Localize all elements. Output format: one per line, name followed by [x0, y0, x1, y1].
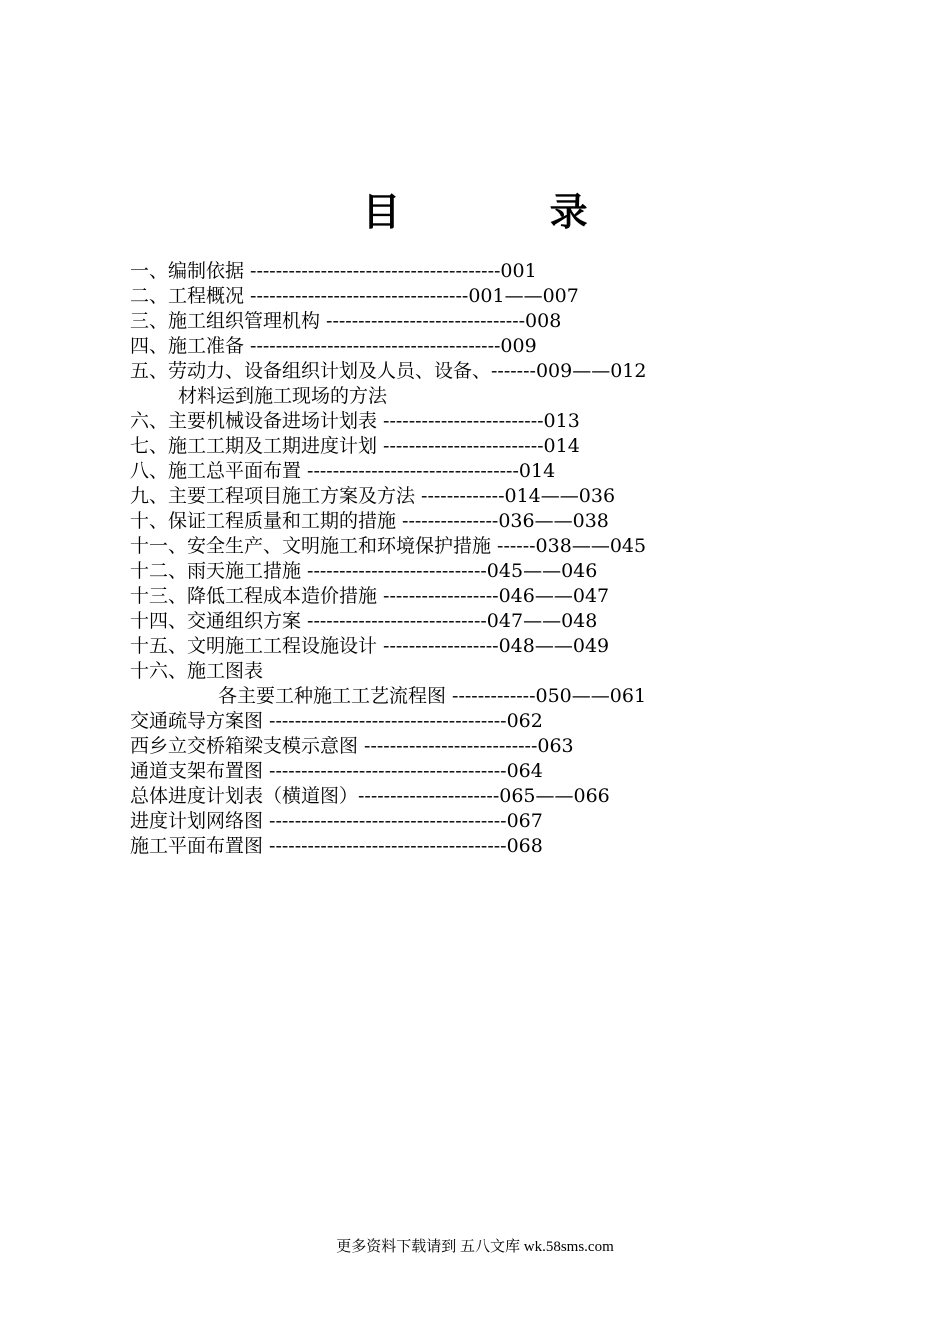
toc-entry-7: 七、施工工期及工期进度计划 -------------------------014	[130, 435, 580, 457]
toc-entry-5-continued: 材料运到施工现场的方法	[178, 385, 388, 407]
toc-entry-6: 六、主要机械设备进场计划表 -------------------------013	[130, 410, 580, 432]
toc-entry-11: 十一、安全生产、文明施工和环境保护措施 ------038——045	[130, 535, 647, 557]
toc-entry-13: 十三、降低工程成本造价措施 ------------------046——047	[130, 585, 610, 607]
table-of-contents	[130, 259, 786, 859]
toc-entry-16: 十六、施工图表	[130, 660, 264, 682]
toc-subentry-process-flow: 各主要工种施工工艺流程图 -------------050——061	[218, 685, 647, 707]
toc-entry-1: 一、编制依据 ---------------------------------------001	[130, 260, 537, 282]
toc-entry-3: 三、施工组织管理机构 -------------------------------008	[130, 310, 562, 332]
toc-entry-support-layout: 通道支架布置图 -------------------------------------064	[130, 760, 543, 782]
toc-entry-10: 十、保证工程质量和工期的措施 ---------------036——038	[130, 510, 609, 532]
toc-entry-5: 五、劳动力、设备组织计划及人员、设备、-------009——012	[130, 360, 647, 382]
toc-entry-box-girder-diagram: 西乡立交桥箱梁支模示意图 ---------------------------063	[130, 735, 574, 757]
footer-note: 更多资料下载请到 五八文库 wk.58sms.com	[336, 1239, 614, 1255]
toc-entry-8: 八、施工总平面布置 ---------------------------------014	[130, 460, 556, 482]
toc-entry-14: 十四、交通组织方案 ----------------------------047——048	[130, 610, 598, 632]
toc-entry-9: 九、主要工程项目施工方案及方法 -------------014——036	[130, 485, 616, 507]
toc-entry-12: 十二、雨天施工措施 ----------------------------045——046	[130, 560, 598, 582]
page-title: 目 录	[362, 190, 656, 234]
toc-entry-2: 二、工程概况 ----------------------------------001——007	[130, 285, 579, 307]
toc-entry-15: 十五、文明施工工程设施设计 ------------------048——049	[130, 635, 610, 657]
toc-entry-traffic-diagram: 交通疏导方案图 -------------------------------------062	[130, 710, 543, 732]
toc-entry-schedule-gantt: 总体进度计划表（横道图）----------------------065——066	[130, 785, 610, 807]
toc-entry-site-layout: 施工平面布置图 -------------------------------------068	[130, 835, 543, 857]
toc-entry-schedule-network: 进度计划网络图 -------------------------------------067	[130, 810, 543, 832]
toc-entry-4: 四、施工准备 ---------------------------------------009	[130, 335, 537, 357]
